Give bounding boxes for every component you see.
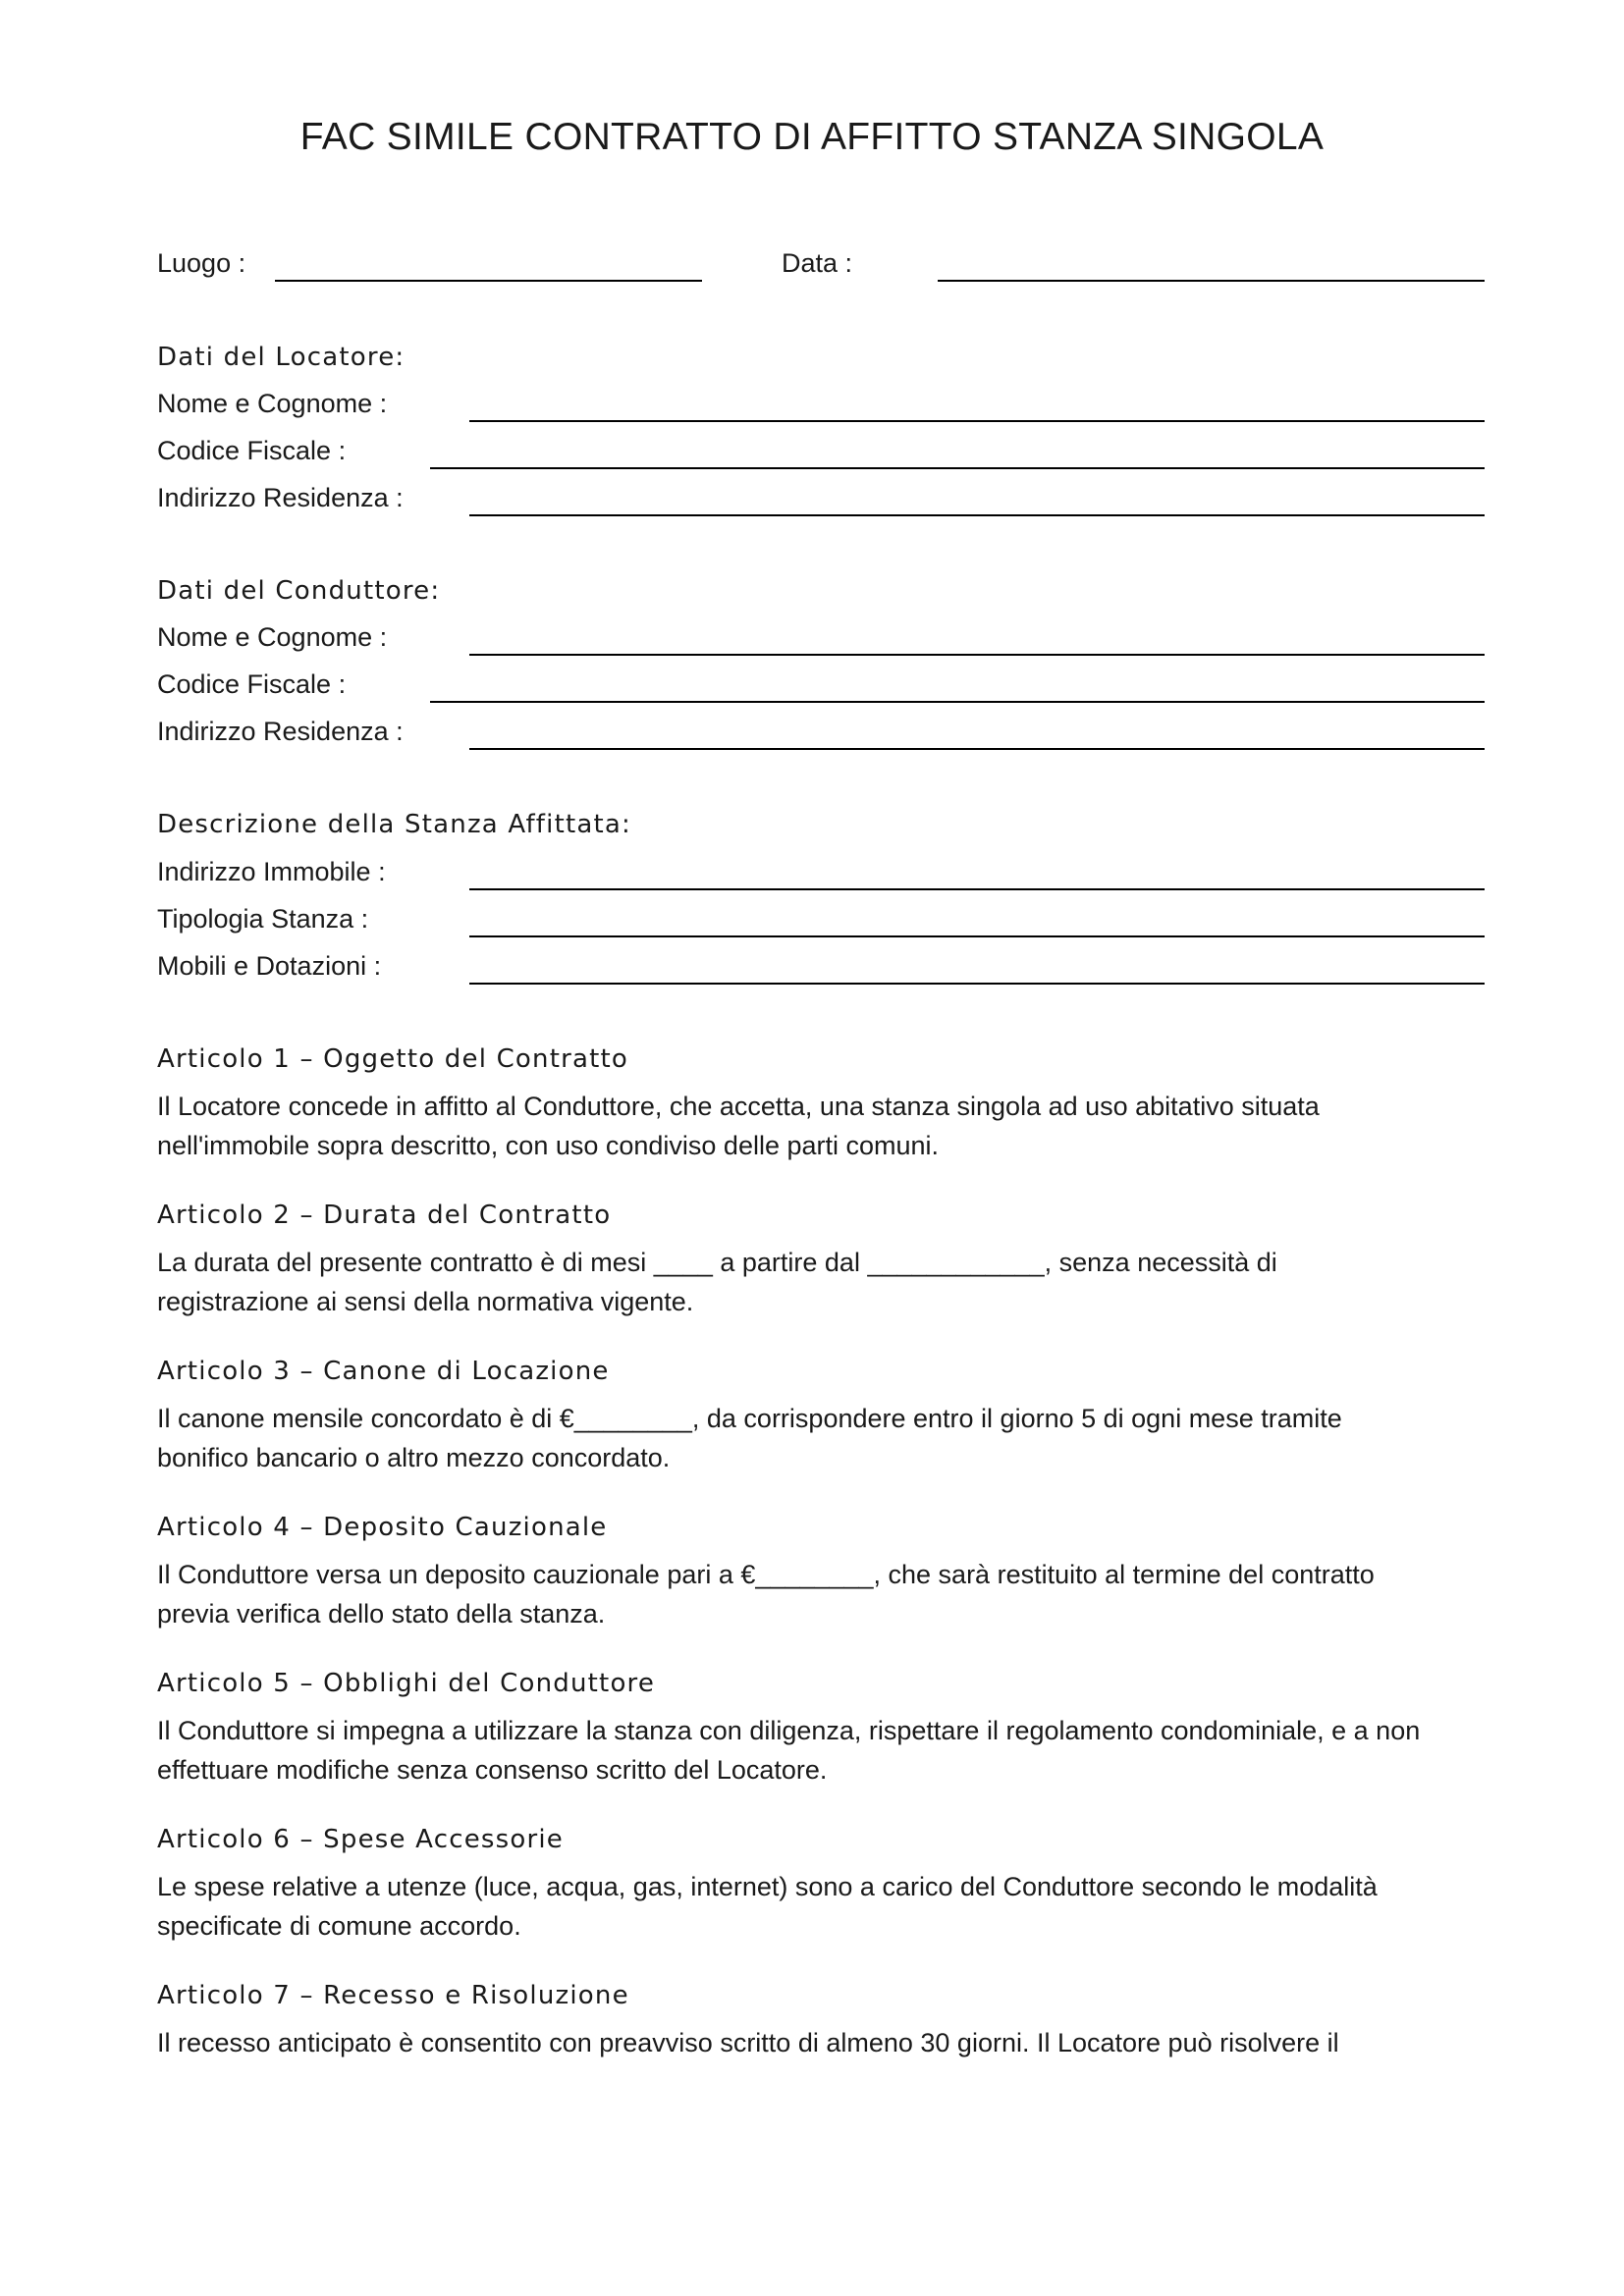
- tenant-name-label: Nome e Cognome :: [157, 622, 388, 652]
- article-3-heading: Articolo 3 – Canone di Locazione: [157, 1357, 610, 1386]
- furniture-line[interactable]: [469, 983, 1485, 985]
- page-title: FAC SIMILE CONTRATTO DI AFFITTO STANZA SINGOLA: [299, 116, 1325, 158]
- landlord-address-label: Indirizzo Residenza :: [157, 483, 404, 512]
- article-6-text: [157, 1867, 1492, 1946]
- article-7-text: [157, 2023, 1492, 2062]
- article-4-text: [157, 1555, 1492, 1633]
- place-label: Luogo :: [157, 248, 246, 278]
- place-field-line[interactable]: [275, 280, 702, 282]
- room-type-label: Tipologia Stanza :: [157, 904, 369, 934]
- tenant-name-line[interactable]: [469, 654, 1485, 656]
- article-5-line-1: Il Conduttore si impegna a utilizzare la stanza con diligenza, rispettare il regolamento condominiale, e a non: [157, 1716, 1421, 1745]
- article-3-line-2: bonifico bancario o altro mezzo concordato.: [157, 1443, 671, 1472]
- tenant-tax-code-line[interactable]: [430, 701, 1485, 703]
- article-1-line-2: nell'immobile sopra descritto, con uso condiviso delle parti comuni.: [157, 1131, 940, 1160]
- article-6-line-1: Le spese relative a utenze (luce, acqua, gas, internet) sono a carico del Conduttore secondo le modalità: [157, 1872, 1378, 1901]
- article-2-text: [157, 1243, 1492, 1321]
- furniture-label: Mobili e Dotazioni :: [157, 951, 382, 981]
- article-4-line-2: previa verifica dello stato della stanza.: [157, 1599, 606, 1629]
- room-type-line[interactable]: [469, 935, 1485, 937]
- date-field-line[interactable]: [938, 280, 1485, 282]
- article-2-heading: Articolo 2 – Durata del Contratto: [157, 1201, 612, 1230]
- landlord-tax-code-label: Codice Fiscale :: [157, 436, 347, 465]
- landlord-tax-code-line[interactable]: [430, 467, 1485, 469]
- landlord-name-label: Nome e Cognome :: [157, 389, 388, 418]
- article-7-heading: Articolo 7 – Recesso e Risoluzione: [157, 1981, 629, 2010]
- room-heading: Descrizione della Stanza Affittata:: [157, 810, 631, 839]
- article-1-text: [157, 1087, 1492, 1165]
- article-1-heading: Articolo 1 – Oggetto del Contratto: [157, 1044, 629, 1074]
- tenant-address-label: Indirizzo Residenza :: [157, 717, 404, 746]
- date-label: Data :: [782, 248, 853, 278]
- article-6-line-2: specificate di comune accordo.: [157, 1911, 521, 1941]
- tenant-tax-code-label: Codice Fiscale :: [157, 669, 347, 699]
- article-2-line-2: registrazione ai sensi della normativa vigente.: [157, 1287, 694, 1316]
- landlord-address-line[interactable]: [469, 514, 1485, 516]
- article-6-heading: Articolo 6 – Spese Accessorie: [157, 1825, 564, 1854]
- article-5-line-2: effettuare modifiche senza consenso scritto del Locatore.: [157, 1755, 828, 1785]
- tenant-heading: Dati del Conduttore:: [157, 576, 441, 606]
- article-1-line-1: Il Locatore concede in affitto al Conduttore, che accetta, una stanza singola ad uso abitativo situata: [157, 1092, 1320, 1121]
- property-address-label: Indirizzo Immobile :: [157, 857, 386, 886]
- article-4-heading: Articolo 4 – Deposito Cauzionale: [157, 1513, 608, 1542]
- article-3-text: [157, 1399, 1492, 1477]
- article-3-line-1: Il canone mensile concordato è di €________, da corrispondere entro il giorno 5 di ogni mese tramite: [157, 1404, 1342, 1433]
- article-5-text: [157, 1711, 1492, 1789]
- landlord-name-line[interactable]: [469, 420, 1485, 422]
- article-5-heading: Articolo 5 – Obblighi del Conduttore: [157, 1669, 656, 1698]
- article-7-line-1: Il recesso anticipato è consentito con preavviso scritto di almeno 30 giorni. Il Locatore può risolvere il: [157, 2028, 1339, 2057]
- article-2-line-1: La durata del presente contratto è di mesi ____ a partire dal ____________, senza necessità di: [157, 1248, 1277, 1277]
- tenant-address-line[interactable]: [469, 748, 1485, 750]
- landlord-heading: Dati del Locatore:: [157, 343, 406, 372]
- property-address-line[interactable]: [469, 888, 1485, 890]
- article-4-line-1: Il Conduttore versa un deposito cauzionale pari a €________, che sarà restituito al termine del contratto: [157, 1560, 1375, 1589]
